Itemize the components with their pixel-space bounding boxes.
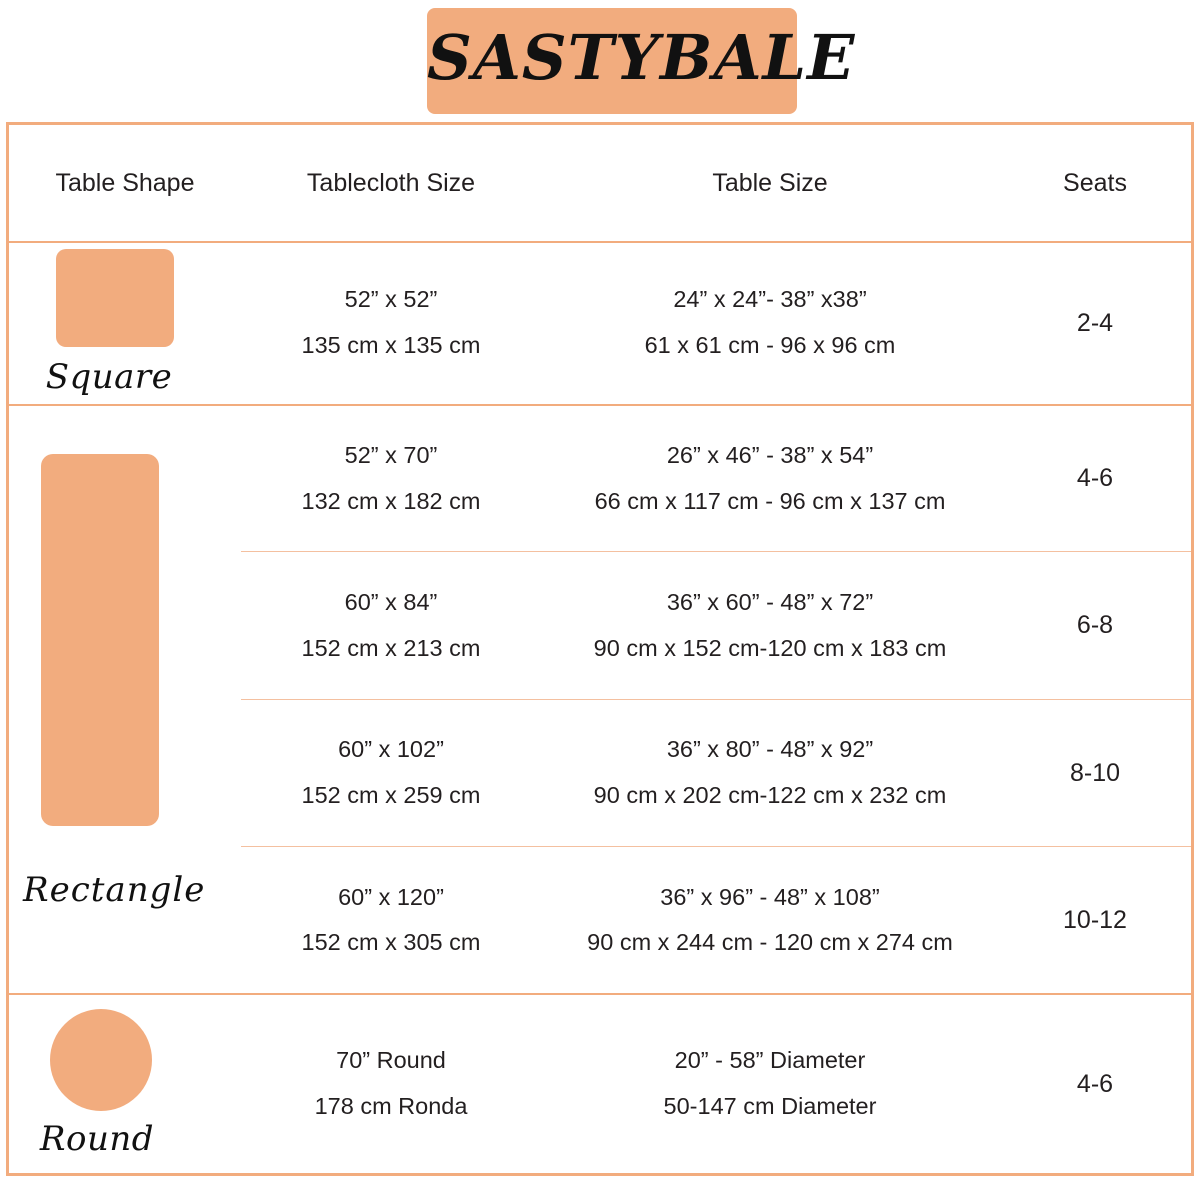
seats-cell: 6-8 [999,552,1191,699]
table-size-cm: 66 cm x 117 cm - 96 cm x 137 cm [594,487,946,514]
rectangle-shape-icon [41,454,159,826]
table-size-inches: 36” x 60” - 48” x 72” [666,588,874,615]
shape-cell-round [9,994,241,1173]
tablecloth-size-cm: 132 cm x 182 cm [301,487,481,514]
seats-cell: 4-6 [999,405,1191,552]
shape-cell-rectangle [9,405,241,995]
tablecloth-size-inches: 70” Round [336,1047,446,1074]
seats-cell: 10-12 [999,847,1191,994]
tablecloth-size-inches: 60” x 102” [338,736,444,763]
tablecloth-size-cm: 178 cm Ronda [314,1093,468,1120]
tablecloth-size-cell [241,699,541,846]
table-size-inches: 20” - 58” Diameter [674,1047,866,1074]
round-shape-icon [50,1009,152,1111]
table-size-cell [541,847,999,994]
table-size-cm: 61 x 61 cm - 96 x 96 cm [644,332,896,359]
header-table-shape: Table Shape [9,125,241,242]
tablecloth-size-inches: 60” x 84” [344,588,438,615]
table-size-cell [541,242,999,405]
table-size-cm: 90 cm x 202 cm-122 cm x 232 cm [593,782,947,809]
table-row [9,994,1191,1173]
tablecloth-size-inches: 60” x 120” [338,883,444,910]
header-tablecloth-size: Tablecloth Size [241,125,541,242]
tablecloth-size-cm: 135 cm x 135 cm [301,332,481,359]
size-chart-table-frame [6,122,1194,1176]
tablecloth-size-cell [241,994,541,1173]
header-table-size: Table Size [541,125,999,242]
size-chart-table [9,125,1191,1173]
tablecloth-size-cm: 152 cm x 213 cm [301,634,481,661]
table-size-inches: 36” x 80” - 48” x 92” [666,736,874,763]
table-size-cell [541,994,999,1173]
brand-name: SASTYBALE [427,21,856,94]
table-size-inches: 24” x 24”- 38” x38” [673,286,867,313]
table-row [9,242,1191,405]
table-size-cm: 50-147 cm Diameter [663,1093,877,1120]
table-size-cell [541,552,999,699]
seats-cell: 8-10 [999,699,1191,846]
tablecloth-size-cell [241,847,541,994]
table-size-cm: 90 cm x 244 cm - 120 cm x 274 cm [587,929,953,956]
tablecloth-size-cm: 152 cm x 305 cm [301,929,481,956]
tablecloth-size-cell [241,405,541,552]
table-size-inches: 36” x 96” - 48” x 108” [660,883,880,910]
seats-cell: 4-6 [999,994,1191,1173]
brand-header [0,0,1200,122]
shape-cell-square [9,242,241,405]
table-size-cell [541,405,999,552]
tablecloth-size-cell [241,552,541,699]
table-header-row [9,125,1191,242]
tablecloth-size-inches: 52” x 52” [344,286,438,313]
seats-cell: 2-4 [1076,308,1114,337]
table-size-cell [541,699,999,846]
tablecloth-size-cell [241,242,541,405]
table-size-cm: 90 cm x 152 cm-120 cm x 183 cm [593,634,947,661]
table-row [9,405,1191,552]
shape-label-rectangle: Rectangle [23,869,206,910]
header-seats: Seats [999,125,1191,242]
tablecloth-size-inches: 52” x 70” [344,441,438,468]
square-shape-icon [56,249,174,347]
shape-label-round: Round [39,1119,155,1160]
shape-label-square: Square [45,357,173,398]
tablecloth-size-cm: 152 cm x 259 cm [301,782,481,809]
table-size-inches: 26” x 46” - 38” x 54” [666,441,874,468]
